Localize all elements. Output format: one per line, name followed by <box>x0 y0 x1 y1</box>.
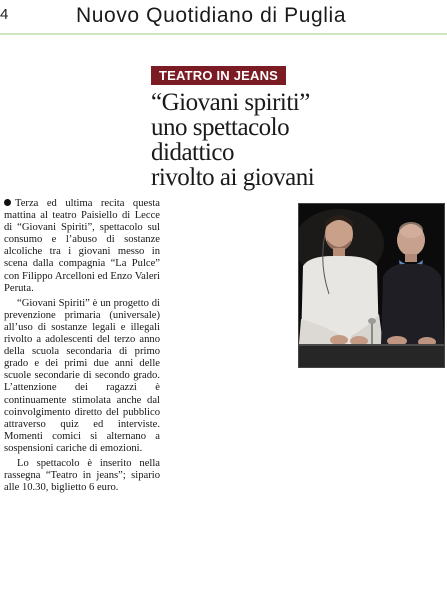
headline-line: rivolto ai giovani <box>151 164 315 191</box>
headline-line: didattico <box>151 139 234 166</box>
article-paragraph: Lo spettacolo è inserito nella rassegna “Teatro in jeans”; sipario alle 10.30, biglietto 6 euro. <box>4 457 160 494</box>
page-number: 4 <box>0 6 9 23</box>
header-divider <box>0 33 447 35</box>
article-body <box>4 198 160 497</box>
article-paragraph <box>4 198 160 295</box>
actors-photo-illustration <box>299 204 444 367</box>
article-headline <box>151 90 431 190</box>
article-photo <box>298 203 445 368</box>
newspaper-masthead: Nuovo Quotidiano di Puglia <box>76 4 347 27</box>
headline-line: “Giovani spiriti” <box>151 89 310 116</box>
article-paragraph: “Giovani Spiriti” è un progetto di prevenzione primaria (universale) all’uso di sostanze legali e illegali rivolto a adolescenti del terzo anno della scuola secondaria di primo grado e dei primi due anni delle scuole secondarie di secondo grado. L’attenzione dei ragazzi è continuamente stimolata anche dal coinvolgimento diretto del pubblico attraverso quiz ed interviste. Momenti comici si alternano a sospensioni cariche di emozioni. <box>4 297 160 454</box>
headline-line: uno spettacolo <box>151 114 290 141</box>
section-kicker: TEATRO IN JEANS <box>151 66 286 85</box>
bullet-icon <box>4 199 11 206</box>
paragraph-text: Terza ed ultima recita questa mattina al teatro Paisiello di Lecce di “Giovani Spiriti”, spettacolo sul consumo e l’abuso di sostanze alcoliche tra i giovani messo in scena dalla compagnia “La Pulce” con Filippo Arcelloni ed Enzo Valeri Peruta. <box>4 198 160 294</box>
